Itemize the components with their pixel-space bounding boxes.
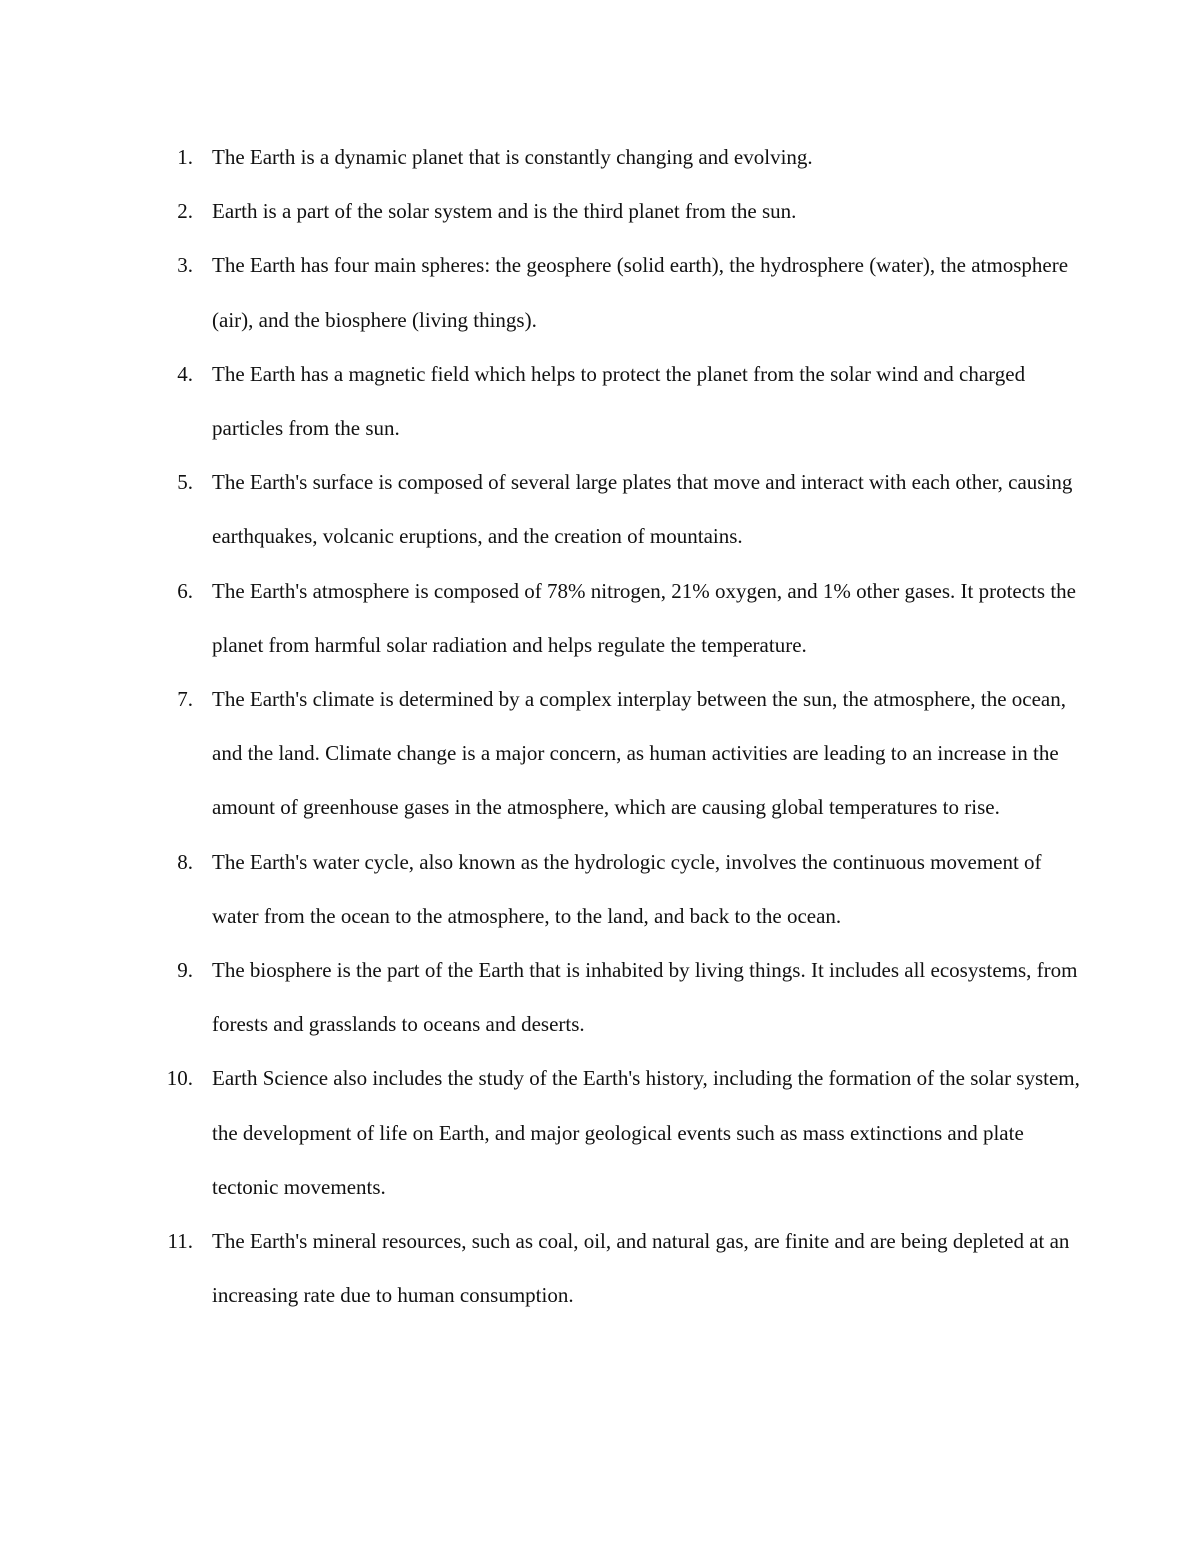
list-item-text: The Earth's atmosphere is composed of 78% nitrogen, 21% oxygen, and 1% other gases. It protects the planet from harmful solar radiation and helps regulate the temperature. [212, 578, 1076, 657]
list-item [0, 1214, 1082, 1322]
list-item-number: 6. [177, 578, 193, 603]
list-item [0, 835, 1082, 943]
list-item-text: Earth is a part of the solar system and is the third planet from the sun. [212, 199, 797, 224]
list-item [0, 943, 1082, 1051]
list-item-number: 5. [177, 470, 193, 495]
list-item-text: The Earth has four main spheres: the geosphere (solid earth), the hydrosphere (water), the atmosphere (air), and the biosphere (living things). [212, 253, 1069, 332]
list-item [0, 184, 1082, 238]
list-item [0, 564, 1082, 672]
list-item [0, 347, 1082, 455]
list-item-text: The biosphere is the part of the Earth that is inhabited by living things. It includes all ecosystems, from forests and grasslands to oceans and deserts. [212, 958, 1078, 1037]
list-item-number: 4. [177, 361, 193, 386]
list-item [0, 238, 1082, 346]
list-item [0, 130, 1082, 184]
list-item-number: 8. [177, 849, 193, 874]
list-item [0, 455, 1082, 563]
list-item-text: The Earth has a magnetic field which helps to protect the planet from the solar wind and charged particles from the sun. [212, 361, 1026, 441]
numbered-list [0, 130, 1200, 1322]
list-item-number: 10. [166, 1066, 193, 1091]
list-item-text: The Earth's water cycle, also known as the hydrologic cycle, involves the continuous movement of water from the ocean to the atmosphere, to the land, and back to the ocean. [212, 849, 1042, 928]
list-item-number: 3. [177, 253, 193, 278]
list-item-text: The Earth's surface is composed of several large plates that move and interact with each other, causing earthquakes, volcanic eruptions, and the creation of mountains. [212, 470, 1073, 549]
list-item [0, 1051, 1082, 1214]
list-item-number: 2. [177, 199, 193, 224]
list-item [0, 672, 1082, 835]
list-item-text: The Earth's mineral resources, such as coal, oil, and natural gas, are finite and are being depleted at an increasing rate due to human consumption. [212, 1229, 1070, 1308]
list-item-number: 1. [177, 145, 193, 169]
list-item-number: 11. [167, 1229, 193, 1254]
list-item-number: 7. [177, 687, 193, 712]
list-item-text: The Earth is a dynamic planet that is constantly changing and evolving. [212, 145, 813, 169]
list-item-text: The Earth's climate is determined by a complex interplay between the sun, the atmosphere, the ocean, and the land. Climate change is a major concern, as human activities are leading to an increase in the amount of greenhouse gases in the atmosphere, which are causing global temperatures to rise. [212, 687, 1066, 820]
list-item-text: Earth Science also includes the study of the Earth's history, including the formation of the solar system, the development of life on Earth, and major geological events such as mass extinctions and plate tectonic movements. [212, 1066, 1080, 1199]
list-item-number: 9. [177, 958, 193, 983]
